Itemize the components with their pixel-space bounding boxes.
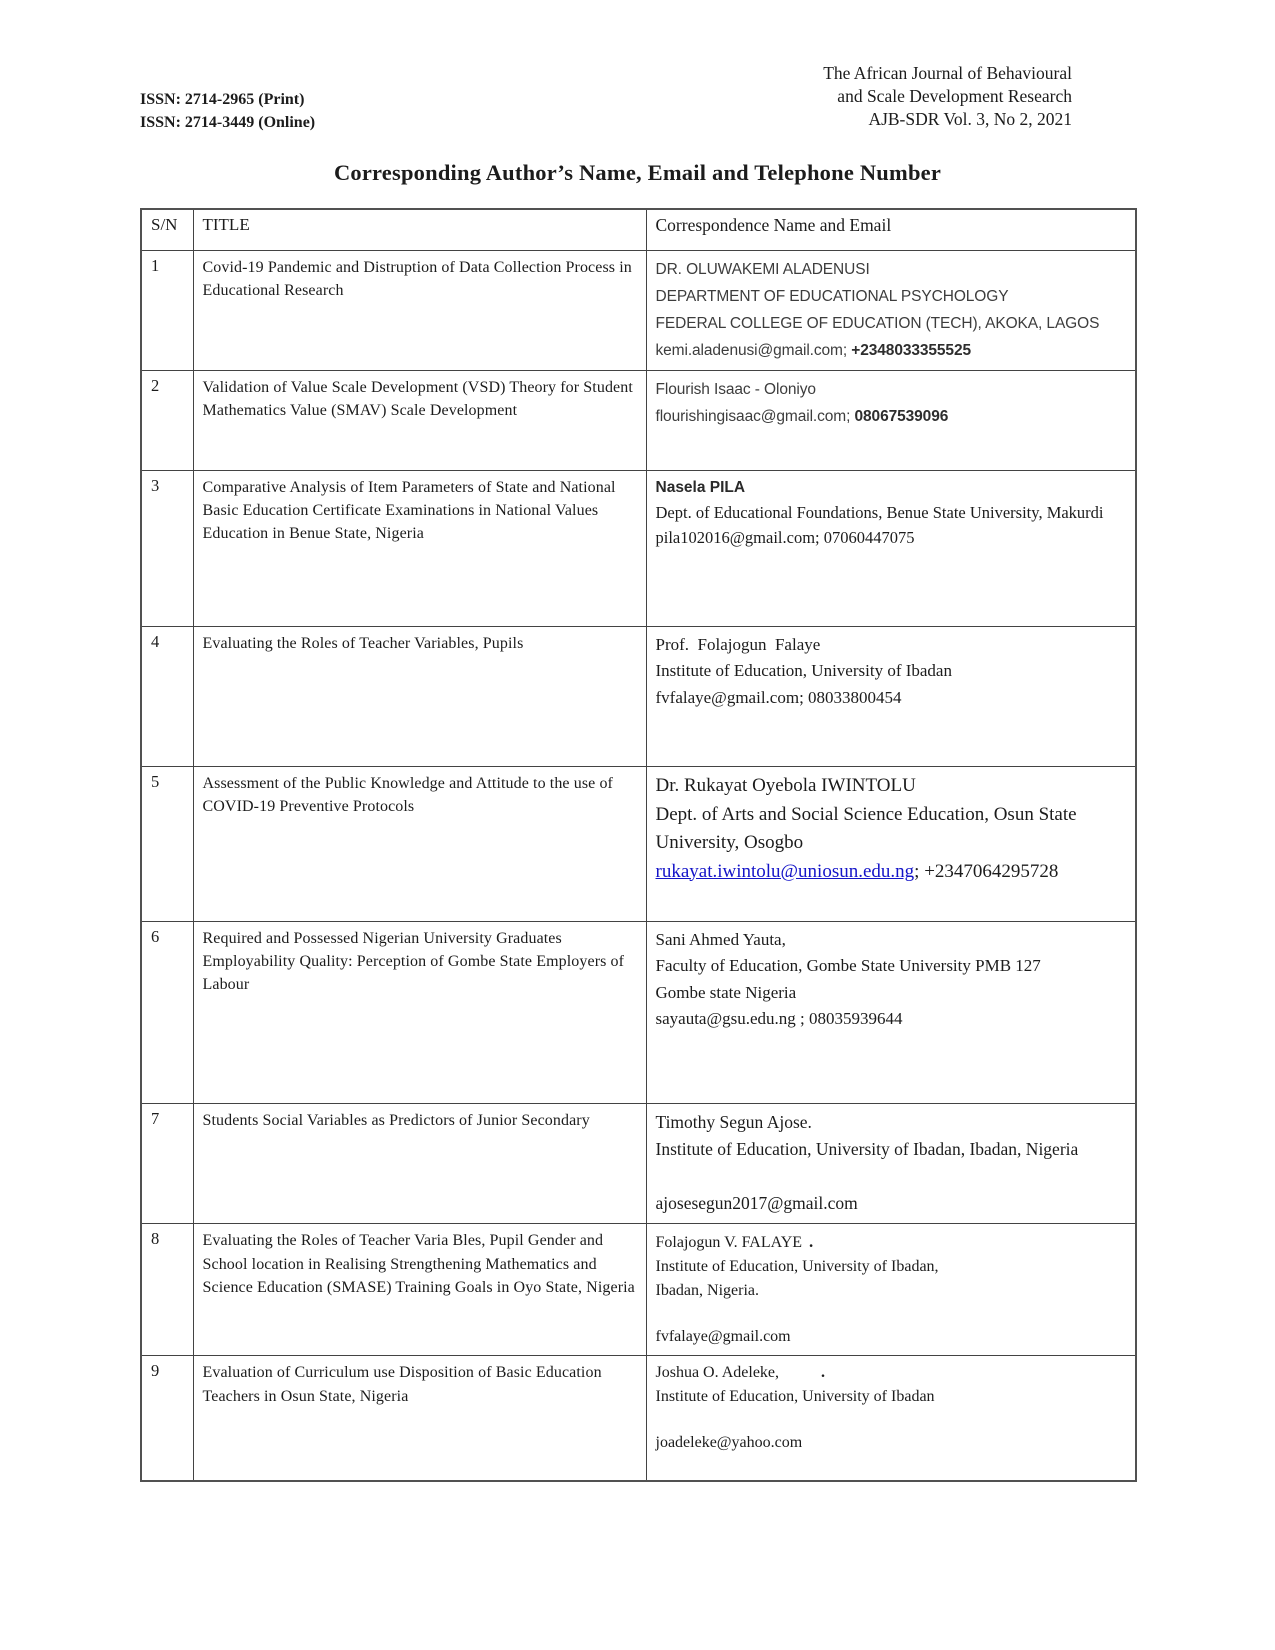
phone-number: +2348033355525 <box>851 341 971 359</box>
contact-line: fvfalaye@gmail.com; 08033800454 <box>655 687 902 707</box>
col-header-sn: S/N <box>141 209 193 250</box>
table-row <box>141 627 1136 767</box>
title-cell: Students Social Variables as Predictors of Junior Secondary <box>193 1104 646 1224</box>
table-row <box>141 1356 1136 1481</box>
title-cell: Evaluating the Roles of Teacher Variables, Pupils <box>193 627 646 767</box>
col-header-title: TITLE <box>193 209 646 250</box>
table-row <box>141 250 1136 371</box>
affiliation: DEPARTMENT OF EDUCATIONAL PSYCHOLOGY <box>655 287 1009 305</box>
table-row <box>141 922 1136 1104</box>
issn-block <box>140 88 315 134</box>
contact-line: sayauta@gsu.edu.ng ; 08035939644 <box>655 1009 903 1029</box>
author-name: Folajogun V. FALAYE . <box>655 1232 814 1252</box>
page-title: Corresponding Author’s Name, Email and Telephone Number <box>333 160 942 185</box>
email-text: kemi.aladenusi@gmail.com; <box>655 341 852 359</box>
trailing-dot: . <box>809 1232 814 1252</box>
affiliation: Institute of Education, University of Ibadan, Ibadan, Nigeria <box>655 1139 1079 1160</box>
correspondence-cell <box>646 767 1136 922</box>
title-cell: Comparative Analysis of Item Parameters of State and National Basic Education Certificate Examinations in National Values Education in Benue State, Nigeria <box>193 471 646 627</box>
col-header-correspondence: Correspondence Name and Email <box>646 209 1136 250</box>
author-name: DR. OLUWAKEMI ALADENUSI <box>655 260 870 278</box>
author-name: Dr. Rukayat Oyebola IWINTOLU <box>655 775 916 796</box>
author-name: Joshua O. Adeleke, . <box>655 1364 826 1382</box>
issn-online: ISSN: 2714-3449 (Online) <box>140 114 316 132</box>
title-cell: Required and Possessed Nigerian University Graduates Employability Quality: Perception of Gombe State Employers of Labour <box>193 922 646 1104</box>
author-name: Nasela PILA <box>655 479 746 496</box>
contact-line: pila102016@gmail.com; 07060447075 <box>655 527 915 547</box>
email-link[interactable]: rukayat.iwintolu@uniosun.edu.ng <box>655 860 915 882</box>
table-row <box>141 1224 1136 1356</box>
correspondence-cell <box>646 1224 1136 1356</box>
affiliation: Institute of Education, University of Ibadan, <box>655 1258 939 1276</box>
affiliation: Institute of Education, University of Ibadan <box>655 1388 935 1406</box>
affiliation: Institute of Education, University of Ibadan <box>655 661 952 681</box>
correspondence-cell <box>646 250 1136 371</box>
affiliation: FEDERAL COLLEGE OF EDUCATION (TECH), AKOKA, LAGOS <box>655 314 1100 332</box>
affiliation: Faculty of Education, Gombe State University PMB 127 <box>655 956 1041 976</box>
correspondence-cell <box>646 627 1136 767</box>
authors-table <box>140 208 1137 1482</box>
correspondence-cell <box>646 1104 1136 1224</box>
trailing-dot: . <box>821 1364 826 1382</box>
journal-name-line1: The African Journal of Behavioural <box>823 63 1072 83</box>
affiliation: Gombe state Nigeria <box>655 982 797 1002</box>
correspondence-cell <box>646 1356 1136 1481</box>
contact-line <box>656 858 1127 887</box>
sn-cell: 4 <box>141 627 193 767</box>
affiliation: Dept. of Arts and Social Science Education, Osun State University, Osogbo <box>655 803 1077 853</box>
title-cell: Validation of Value Scale Development (VSD) Theory for Student Mathematics Value (SMAV) Scale Development <box>193 371 646 471</box>
author-name: Prof. Folajogun Falaye <box>655 635 821 654</box>
title-cell: Assessment of the Public Knowledge and Attitude to the use of COVID-19 Preventive Protocols <box>193 767 646 922</box>
table-row <box>141 1104 1136 1224</box>
email-text: flourishingisaac@gmail.com; <box>655 408 855 426</box>
sn-cell: 8 <box>141 1224 193 1356</box>
journal-name-line2: and Scale Development Research <box>837 86 1072 107</box>
sn-cell: 1 <box>141 250 193 371</box>
author-name: Flourish Isaac - Oloniyo <box>655 381 816 398</box>
sn-cell: 3 <box>141 471 193 627</box>
journal-volume: AJB-SDR Vol. 3, No 2, 2021 <box>868 109 1072 130</box>
correspondence-cell <box>646 371 1136 471</box>
title-cell: Covid-19 Pandemic and Distruption of Data Collection Process in Educational Research <box>193 250 646 371</box>
contact-line: ajosesegun2017@gmail.com <box>655 1193 858 1214</box>
phone-number: ; +2347064295728 <box>914 860 1059 882</box>
issn-print: ISSN: 2714-2965 (Print) <box>140 91 305 108</box>
sn-cell: 5 <box>141 767 193 922</box>
contact-line <box>656 403 1127 430</box>
sn-cell: 2 <box>141 371 193 471</box>
author-name: Timothy Segun Ajose. <box>655 1112 812 1132</box>
phone-number: 08067539096 <box>854 408 949 426</box>
table-header-row <box>141 209 1136 250</box>
title-cell: Evaluation of Curriculum use Disposition of Basic Education Teachers in Osun State, Nigeria <box>193 1356 646 1481</box>
table-row <box>141 471 1136 627</box>
affiliation: Ibadan, Nigeria. <box>655 1282 760 1300</box>
contact-line: joadeleke@yahoo.com <box>655 1434 803 1452</box>
table-row <box>141 371 1136 471</box>
affiliation: Dept. of Educational Foundations, Benue State University, Makurdi <box>655 502 1104 522</box>
sn-cell: 7 <box>141 1104 193 1224</box>
contact-line <box>656 337 1127 364</box>
sn-cell: 6 <box>141 922 193 1104</box>
contact-line: fvfalaye@gmail.com <box>655 1328 791 1346</box>
author-name: Sani Ahmed Yauta, <box>655 930 786 949</box>
journal-header <box>823 62 1072 131</box>
correspondence-cell <box>646 922 1136 1104</box>
table-row <box>141 767 1136 922</box>
title-cell: Evaluating the Roles of Teacher Varia Bles, Pupil Gender and School location in Realising Strengthening Mathematics and Science Education (SMASE) Training Goals in Oyo State, Nigeria <box>193 1224 646 1356</box>
correspondence-cell <box>646 471 1136 627</box>
sn-cell: 9 <box>141 1356 193 1481</box>
